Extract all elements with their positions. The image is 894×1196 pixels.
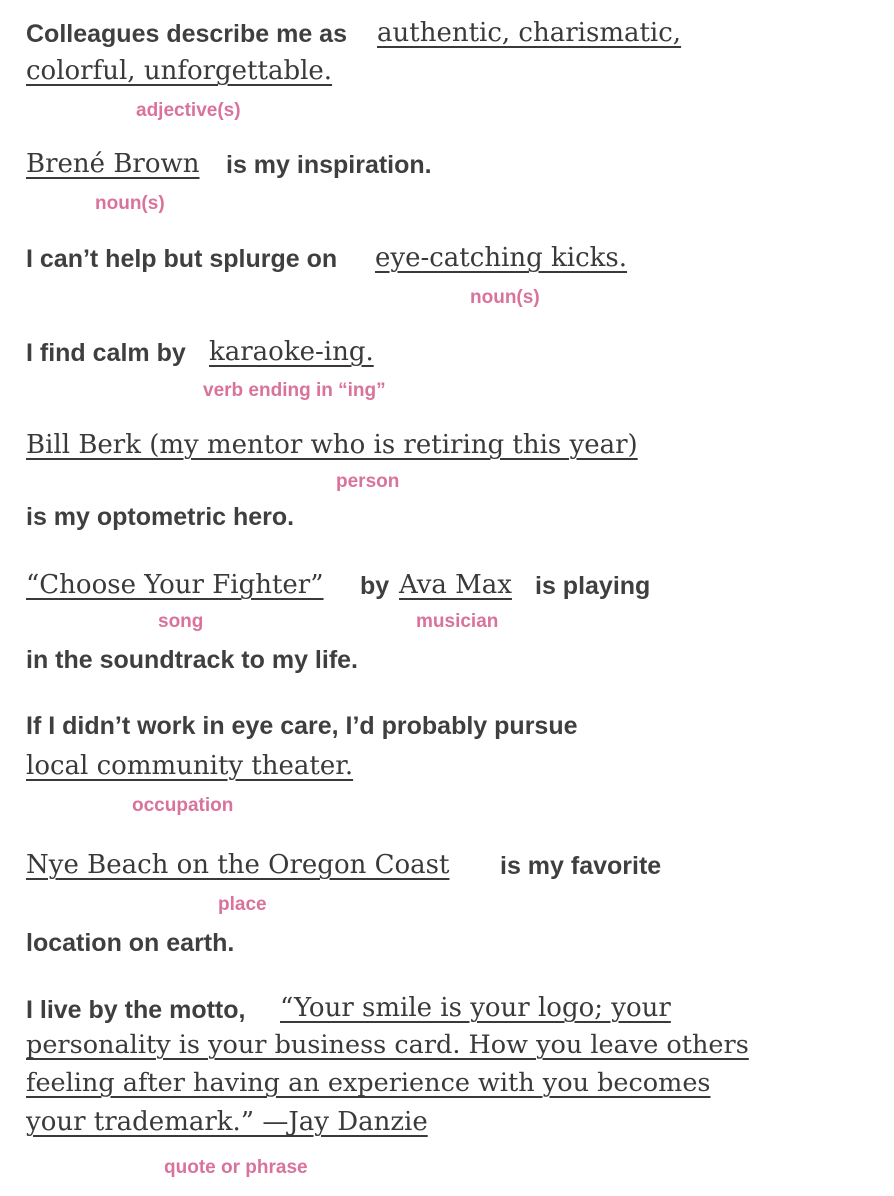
label-noun-splurge: noun(s) (470, 287, 540, 308)
answer-adjectives-line-1: authentic, charismatic, (377, 18, 682, 48)
label-quote: quote or phrase (164, 1157, 308, 1178)
label-verb-ing: verb ending in “ing” (203, 380, 386, 401)
answer-inspiration: Brené Brown (26, 149, 200, 179)
label-person: person (336, 471, 400, 492)
suffix-playing: is playing (535, 572, 651, 600)
answer-song: “Choose Your Fighter” (26, 570, 324, 600)
label-musician: musician (416, 611, 499, 632)
answer-adjectives-line-2: colorful, unforgettable. (26, 56, 333, 86)
answer-calm: karaoke-ing. (209, 337, 374, 367)
prompt-occupation: If I didn’t work in eye care, I’d probably pursue (26, 712, 578, 740)
prompt-calm: I find calm by (26, 339, 186, 367)
label-adjectives: adjective(s) (136, 100, 241, 121)
answer-hero: Bill Berk (my mentor who is retiring this year) (26, 430, 638, 460)
label-noun-inspiration: noun(s) (95, 193, 165, 214)
continuation-location: location on earth. (26, 929, 235, 957)
prompt-colleagues: Colleagues describe me as (26, 20, 347, 48)
label-occupation: occupation (132, 795, 234, 816)
label-song: song (158, 611, 204, 632)
suffix-hero: is my optometric hero. (26, 503, 295, 531)
answer-motto-line-1: “Your smile is your logo; your (280, 993, 671, 1023)
suffix-favorite: is my favorite (500, 852, 662, 880)
answer-occupation: local community theater. (26, 751, 354, 781)
prompt-splurge: I can’t help but splurge on (26, 245, 338, 273)
answer-motto-line-3: feeling after having an experience with you becomes (26, 1068, 711, 1098)
continuation-soundtrack: in the soundtrack to my life. (26, 646, 358, 674)
label-place: place (218, 894, 267, 915)
answer-splurge: eye-catching kicks. (375, 243, 628, 273)
suffix-inspiration: is my inspiration. (226, 151, 432, 179)
prompt-motto: I live by the motto, (26, 996, 246, 1024)
answer-motto-line-4: your trademark.” —Jay Danzie (26, 1107, 428, 1137)
answer-place: Nye Beach on the Oregon Coast (26, 850, 450, 880)
answer-musician: Ava Max (399, 570, 512, 600)
connector-by: by (360, 572, 390, 600)
answer-motto-line-2: personality is your business card. How you leave others (26, 1030, 749, 1060)
